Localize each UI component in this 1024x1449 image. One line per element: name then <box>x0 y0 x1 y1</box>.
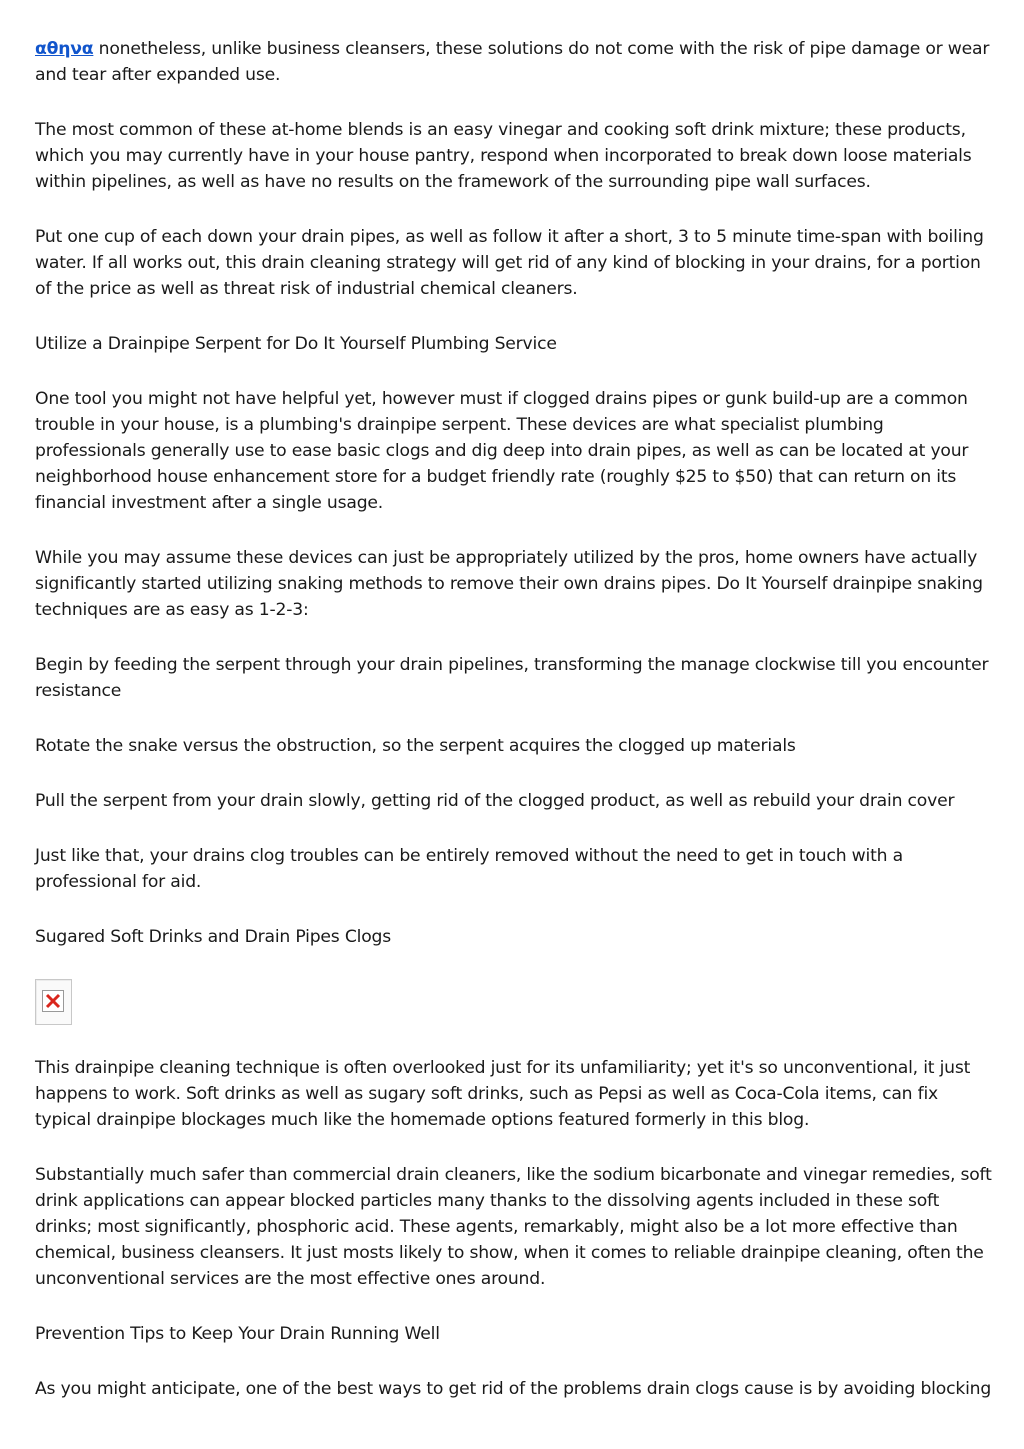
inline-link[interactable]: αθηνα <box>35 39 94 59</box>
step-2: Rotate the snake versus the obstruction, so the serpent acquires the clogged up materials <box>35 736 796 756</box>
broken-image-icon <box>42 990 64 1012</box>
section-heading-soft-drinks: Sugared Soft Drinks and Drain Pipes Clogs <box>35 927 391 947</box>
intro-text: nonetheless, unlike business cleansers, these solutions do not come with the risk of pipe damage or wear and tear after expanded use. <box>35 39 990 85</box>
section-heading-prevention: Prevention Tips to Keep Your Drain Running Well <box>35 1324 440 1344</box>
paragraph-phosphoric-acid: Substantially much safer than commercial drain cleaners, like the sodium bicarbonate and vinegar remedies, soft drink applications can appear blocked particles many thanks to the dissolving agents included in these soft drinks; most significantly, phosphoric acid. These agents, remarkably, might also be a lot more effective than chemical, business cleansers. It just mosts likely to show, when it comes to reliable drainpipe cleaning, often the unconventional services are the most effective ones around. <box>35 1165 992 1289</box>
paragraph-snaking-methods: While you may assume these devices can just be appropriately utilized by the pros, home owners have actually significantly started utilizing snaking methods to remove their own drains pipes. Do It Yourself drainpipe snaking techniques are as easy as 1-2-3: <box>35 548 983 620</box>
paragraph-drain-serpent-tool: One tool you might not have helpful yet, however must if clogged drains pipes or gunk build-up are a common trouble in your house, is a plumbing's drainpipe serpent. These devices are what specialist plumbing professionals generally use to ease basic clogs and dig deep into drain pipes, as well as can be located at your neighborhood house enhancement store for a budget friendly rate (roughly $25 to $50) that can return on its financial investment after a single usage. <box>35 389 969 513</box>
section-heading-drain-serpent: Utilize a Drainpipe Serpent for Do It Yourself Plumbing Service <box>35 334 557 354</box>
step-3: Pull the serpent from your drain slowly, getting rid of the clogged product, as well as rebuild your drain cover <box>35 791 955 811</box>
document-body <box>35 36 995 1431</box>
step-1: Begin by feeding the serpent through your drain pipelines, transforming the manage clockwise till you encounter resistance <box>35 655 989 701</box>
broken-image-placeholder <box>35 979 72 1025</box>
intro-paragraph <box>35 36 995 88</box>
paragraph-soft-drink-technique: This drainpipe cleaning technique is often overlooked just for its unfamiliarity; yet it's so unconventional, it just happens to work. Soft drinks as well as sugary soft drinks, such as Pepsi as well as Coca-Cola items, can fix typical drainpipe blockages much like the homemade options featured formerly in this blog. <box>35 1058 971 1130</box>
paragraph-vinegar-mixture: The most common of these at-home blends is an easy vinegar and cooking soft drink mixture; these products, which you may currently have in your house pantry, respond when incorporated to break down loose materials within pipelines, as well as have no results on the framework of the surrounding pipe wall surfaces. <box>35 120 972 192</box>
paragraph-boiling-water: Put one cup of each down your drain pipes, as well as follow it after a short, 3 to 5 minute time-span with boiling water. If all works out, this drain cleaning strategy will get rid of any kind of blocking in your drains, for a portion of the price as well as threat risk of industrial chemical cleaners. <box>35 227 984 299</box>
paragraph-clog-removed: Just like that, your drains clog troubles can be entirely removed without the need to get in touch with a professional for aid. <box>35 846 903 892</box>
paragraph-prevention-intro: As you might anticipate, one of the best ways to get rid of the problems drain clogs cause is by avoiding blocking <box>35 1379 992 1399</box>
